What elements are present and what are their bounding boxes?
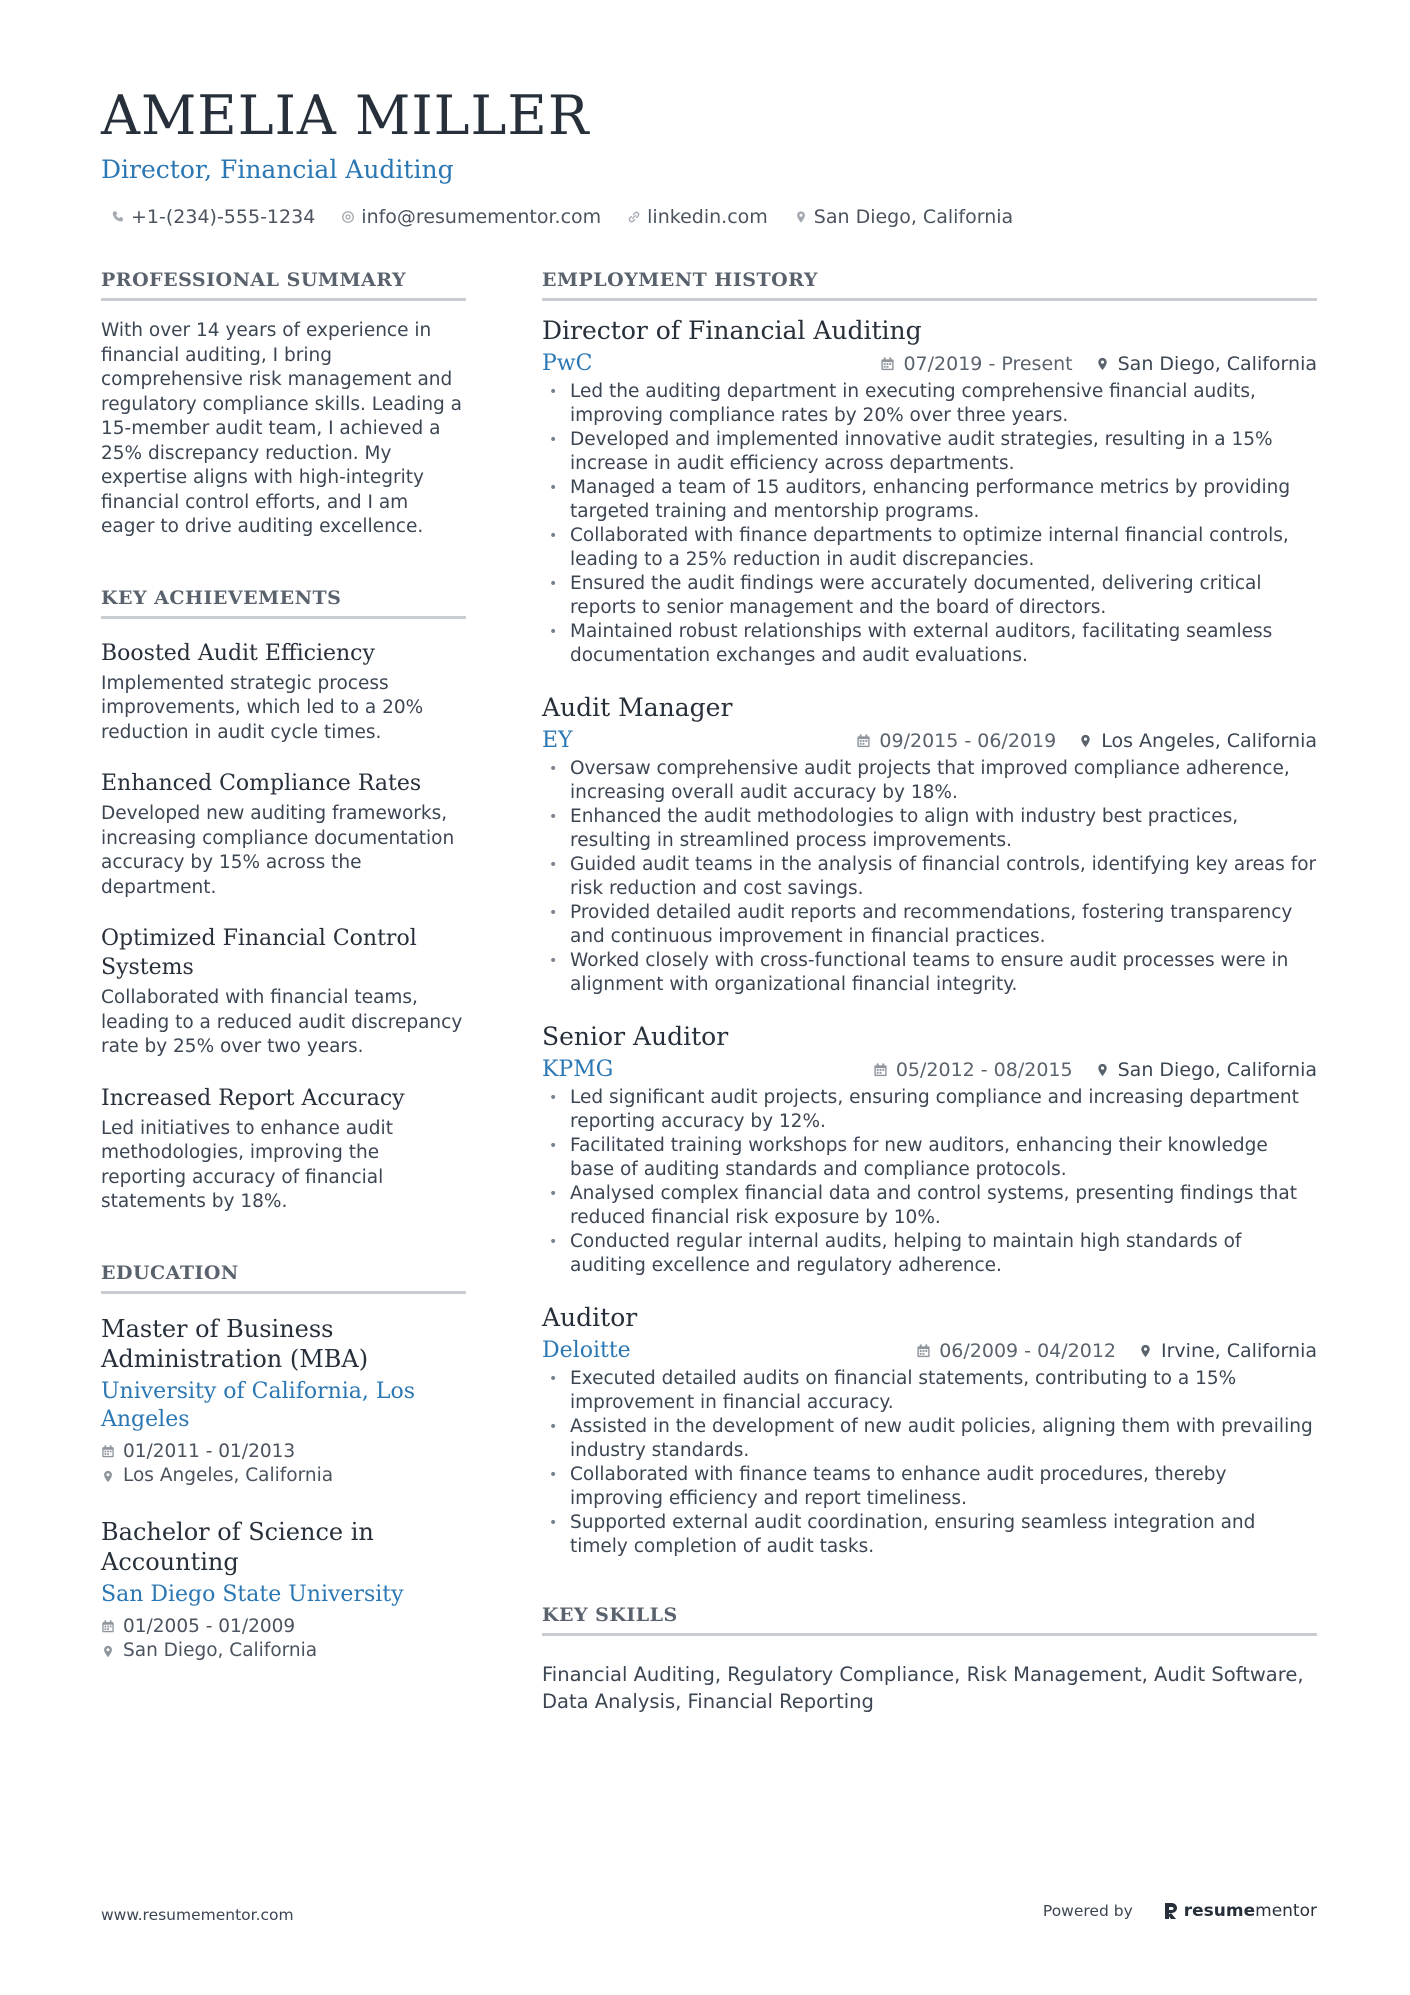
contact-linkedin-text: linkedin.com (647, 206, 768, 228)
achievements-heading: KEY ACHIEVEMENTS (101, 586, 466, 619)
education-item (101, 1314, 466, 1489)
job-location-text: San Diego, California (1117, 353, 1317, 375)
footer-website[interactable]: www.resumementor.com (101, 1906, 294, 1924)
job-entry (542, 692, 1317, 997)
resumementor-logo-icon (1163, 1902, 1179, 1920)
education-school: University of California, Los Angeles (101, 1378, 416, 1432)
education-item (101, 1517, 466, 1664)
at-icon (341, 210, 355, 224)
job-meta (873, 1057, 1317, 1083)
job-dates (856, 728, 1056, 754)
job-meta-row (542, 1056, 1317, 1084)
summary-heading: PROFESSIONAL SUMMARY (101, 268, 466, 301)
brand-bold: resume (1183, 1901, 1256, 1921)
job-bullet: • Provided detailed audit reports and recommendations, fostering transparency and continuous improvement in financial practices. (542, 901, 1317, 949)
job-dates-text: 06/2009 - 04/2012 (939, 1340, 1117, 1362)
job-entry (542, 315, 1317, 668)
education-degree: Bachelor of Science in Accounting (101, 1517, 374, 1576)
job-location-text: Irvine, California (1161, 1340, 1317, 1362)
achievement-desc: Implemented strategic process improvements, which led to a 20% reduction in audit cycle times. (101, 672, 424, 743)
achievement-title: Increased Report Accuracy (101, 1085, 405, 1111)
job-title: Senior Auditor (542, 1022, 729, 1051)
brand-logo[interactable] (1163, 1901, 1317, 1921)
location-pin-icon (101, 1469, 115, 1484)
job-meta-row (542, 1337, 1317, 1365)
job-location (1095, 351, 1317, 377)
candidate-role: Director, Financial Auditing (101, 155, 454, 184)
contact-location (794, 204, 1013, 230)
achievement-item (101, 769, 466, 900)
job-bullet: • Facilitated training workshops for new auditors, enhancing their knowledge base of auditing standards and compliance protocols. (542, 1134, 1317, 1182)
job-bullet: • Assisted in the development of new audit policies, aligning them with prevailing industry standards. (542, 1415, 1317, 1463)
calendar-icon (916, 1343, 931, 1359)
job-bullet: • Collaborated with finance departments to optimize internal financial controls, leading to a 25% reduction in audit discrepancies. (542, 524, 1317, 572)
job-bullets (542, 380, 1317, 668)
job-bullet: • Oversaw comprehensive audit projects that improved compliance adherence, increasing overall audit accuracy by 18%. (542, 757, 1317, 805)
skills-text: Financial Auditing, Regulatory Compliance, Risk Management, Audit Software, Data Analysis, Financial Reporting (542, 1663, 1304, 1713)
location-pin-icon (101, 1644, 115, 1659)
contact-phone[interactable] (111, 204, 315, 230)
skills-section (542, 1603, 1317, 1715)
skills-heading: KEY SKILLS (542, 1603, 1317, 1636)
powered-by-label: Powered by (1042, 1902, 1133, 1920)
job-bullet: • Led significant audit projects, ensuring compliance and increasing department reporting accuracy by 12%. (542, 1086, 1317, 1134)
job-bullet: • Guided audit teams in the analysis of financial controls, identifying key areas for risk reduction and cost savings. (542, 853, 1317, 901)
job-bullet: • Ensured the audit findings were accurately documented, delivering critical reports to senior management and the board of directors. (542, 572, 1317, 620)
calendar-icon (880, 356, 895, 372)
job-dates-text: 07/2019 - Present (903, 353, 1073, 375)
right-column (542, 268, 1317, 1715)
education-degree: Master of Business Administration (MBA) (101, 1314, 369, 1373)
education-dates (101, 1440, 466, 1465)
achievement-item (101, 924, 466, 1060)
job-meta (880, 351, 1317, 377)
education-location (101, 1639, 466, 1664)
achievement-title: Enhanced Compliance Rates (101, 771, 422, 796)
job-dates-text: 05/2012 - 08/2015 (895, 1059, 1073, 1081)
achievement-item (101, 1084, 466, 1215)
job-bullet: • Enhanced the audit methodologies to align with industry best practices, resulting in streamlined process improvements. (542, 805, 1317, 853)
candidate-name: AMELIA MILLER (101, 84, 590, 147)
contact-email[interactable] (341, 204, 601, 230)
location-pin-icon (794, 210, 808, 224)
job-bullet: • Maintained robust relationships with external auditors, facilitating seamless documentation exchanges and audit evaluations. (542, 620, 1317, 668)
job-location-text: Los Angeles, California (1101, 730, 1317, 752)
phone-icon (111, 210, 125, 224)
employment-section (542, 268, 1317, 1559)
contact-linkedin[interactable] (627, 204, 768, 230)
achievement-desc: Developed new auditing frameworks, increasing compliance documentation accuracy by 15% across the department. (101, 803, 455, 898)
job-list (542, 315, 1317, 1559)
achievement-title: Optimized Financial Control Systems (101, 926, 417, 980)
footer-branding (1043, 1901, 1317, 1921)
job-bullet: • Collaborated with finance teams to enhance audit procedures, thereby improving efficiency and report timeliness. (542, 1463, 1317, 1511)
job-company: EY (542, 728, 573, 753)
summary-section (101, 268, 466, 540)
education-heading: EDUCATION (101, 1261, 466, 1294)
job-entry (542, 1021, 1317, 1278)
job-dates (916, 1338, 1116, 1364)
job-entry (542, 1302, 1317, 1559)
education-school: San Diego State University (101, 1581, 404, 1607)
contact-email-text: info@resumementor.com (361, 206, 602, 228)
job-company: Deloitte (542, 1338, 631, 1363)
resume-header (101, 82, 1321, 230)
contact-phone-text: +1-(234)-555-1234 (131, 206, 316, 228)
education-location-text: Los Angeles, California (123, 1465, 334, 1486)
left-column (101, 268, 466, 1664)
job-bullet: • Developed and implemented innovative audit strategies, resulting in a 15% increase in audit efficiency across departments. (542, 428, 1317, 476)
brand-light: mentor (1255, 1901, 1317, 1921)
location-pin-icon (1078, 733, 1093, 749)
job-dates-text: 09/2015 - 06/2019 (879, 730, 1057, 752)
job-meta-row (542, 727, 1317, 755)
achievement-desc: Led initiatives to enhance audit methodologies, improving the reporting accuracy of financial statements by 18%. (101, 1117, 393, 1212)
location-pin-icon (1095, 1062, 1110, 1078)
job-bullet: • Led the auditing department in executing comprehensive financial audits, improving compliance rates by 20% over three years. (542, 380, 1317, 428)
achievement-title: Boosted Audit Efficiency (101, 640, 375, 666)
achievement-item (101, 639, 466, 746)
calendar-icon (101, 1619, 115, 1634)
contact-bar (111, 204, 1321, 230)
job-bullet: • Managed a team of 15 auditors, enhancing performance metrics by providing targeted training and mentorship programs. (542, 476, 1317, 524)
education-location (101, 1464, 466, 1489)
job-location (1078, 728, 1317, 754)
job-bullets (542, 1367, 1317, 1559)
education-dates-text: 01/2005 - 01/2009 (123, 1615, 296, 1637)
summary-text: With over 14 years of experience in financial auditing, I bring comprehensive risk management and regulatory compliance skills. Leading a 15-member audit team, I achieved a 25% discrepancy reduction. My expertise aligns with high-integrity financial control efforts, and I am eager to drive auditing excellence. (101, 320, 463, 537)
location-pin-icon (1138, 1343, 1153, 1359)
achievement-desc: Collaborated with financial teams, leading to a reduced audit discrepancy rate by 25% over two years. (101, 987, 463, 1057)
job-location-text: San Diego, California (1117, 1059, 1317, 1081)
education-dates (101, 1615, 466, 1640)
contact-location-text: San Diego, California (813, 206, 1014, 228)
job-dates (873, 1057, 1073, 1083)
job-bullet: • Worked closely with cross-functional teams to ensure audit processes were in alignment with organizational financial integrity. (542, 949, 1317, 997)
job-title: Director of Financial Auditing (542, 316, 922, 345)
job-title: Audit Manager (542, 693, 733, 722)
job-bullet: • Conducted regular internal audits, helping to maintain high standards of auditing excellence and regulatory adherence. (542, 1230, 1317, 1278)
job-location (1095, 1057, 1317, 1083)
calendar-icon (856, 733, 871, 749)
job-company: PwC (542, 351, 593, 376)
job-location (1138, 1338, 1317, 1364)
calendar-icon (873, 1062, 888, 1078)
link-icon (627, 210, 641, 224)
job-bullets (542, 1086, 1317, 1278)
education-dates-text: 01/2011 - 01/2013 (123, 1440, 296, 1462)
calendar-icon (101, 1444, 115, 1459)
job-dates (880, 351, 1072, 377)
job-bullets (542, 757, 1317, 997)
location-pin-icon (1095, 356, 1110, 372)
job-meta (856, 728, 1317, 754)
job-bullet: • Analysed complex financial data and control systems, presenting findings that reduced financial risk exposure by 10%. (542, 1182, 1317, 1230)
job-bullet: • Supported external audit coordination, ensuring seamless integration and timely completion of audit tasks. (542, 1511, 1317, 1559)
employment-heading: EMPLOYMENT HISTORY (542, 268, 1317, 301)
education-location-text: San Diego, California (123, 1640, 318, 1661)
job-meta (916, 1338, 1317, 1364)
education-section (101, 1261, 466, 1664)
job-title: Auditor (542, 1303, 638, 1332)
achievements-section (101, 586, 466, 1215)
job-company: KPMG (542, 1057, 614, 1082)
job-meta-row (542, 350, 1317, 378)
job-bullet: • Executed detailed audits on financial statements, contributing to a 15% improvement in financial accuracy. (542, 1367, 1317, 1415)
